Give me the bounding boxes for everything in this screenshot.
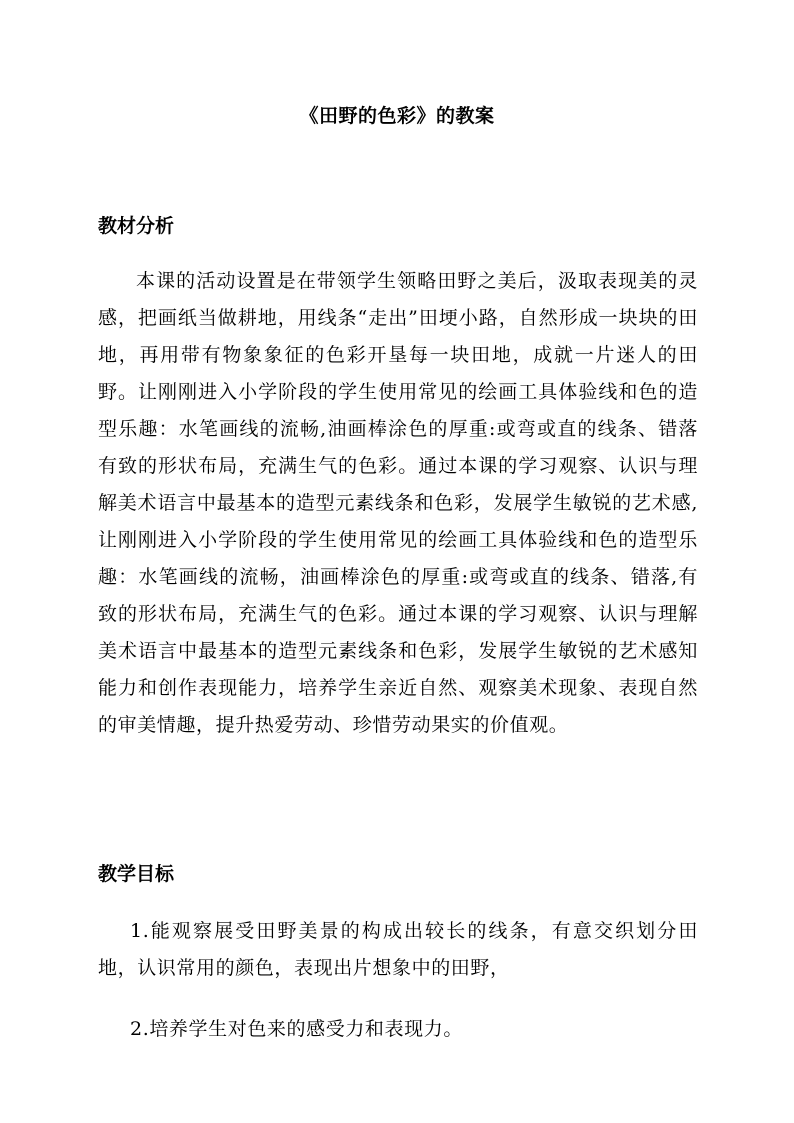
teaching-goal-item: 1.能观察展受田野美景的构成出较长的线条，有意交织划分田地，认识常用的颜色，表现出片想象中的田野，: [98, 920, 698, 979]
section-heading-material-analysis: 教材分析: [98, 215, 175, 237]
teaching-goal-item: 2.培养学生对色来的感受力和表现力。: [130, 1018, 463, 1040]
document-title: 《田野的色彩》的教案: [299, 105, 495, 127]
section-heading-teaching-goals: 教学目标: [98, 863, 175, 885]
material-analysis-paragraph: 本课的活动设置是在带领学生领略田野之美后，汲取表现美的灵感，把画纸当做耕地，用线条“走出”田埂小路，自然形成一块块的田地，再用带有物象象征的色彩开垦每一块田地，成就一片迷人的田野。让刚刚进入小学阶段的学生使用常见的绘画工具体验线和色的造型乐趣：水笔画线的流畅,油画棒涂色的厚重:或弯或直的线条、错落有致的形状布局，充满生气的色彩。通过本课的学习观察、认识与理解美术语言中最基本的造型元素线条和色彩，发展学生敏锐的艺术感,让刚刚进入小学阶段的学生使用常见的绘画工具体验线和色的造型乐趣：水笔画线的流畅，油画棒涂色的厚重:或弯或直的线条、错落,有致的形状布局，充满生气的色彩。通过本课的学习观察、认识与理解美术语言中最基本的造型元素线条和色彩，发展学生敏锐的艺术感知能力和创作表现能力，培养学生亲近自然、观察美术现象、表现自然的审美情趣，提升热爱劳动、珍惜劳动果实的价值观。: [98, 270, 698, 736]
